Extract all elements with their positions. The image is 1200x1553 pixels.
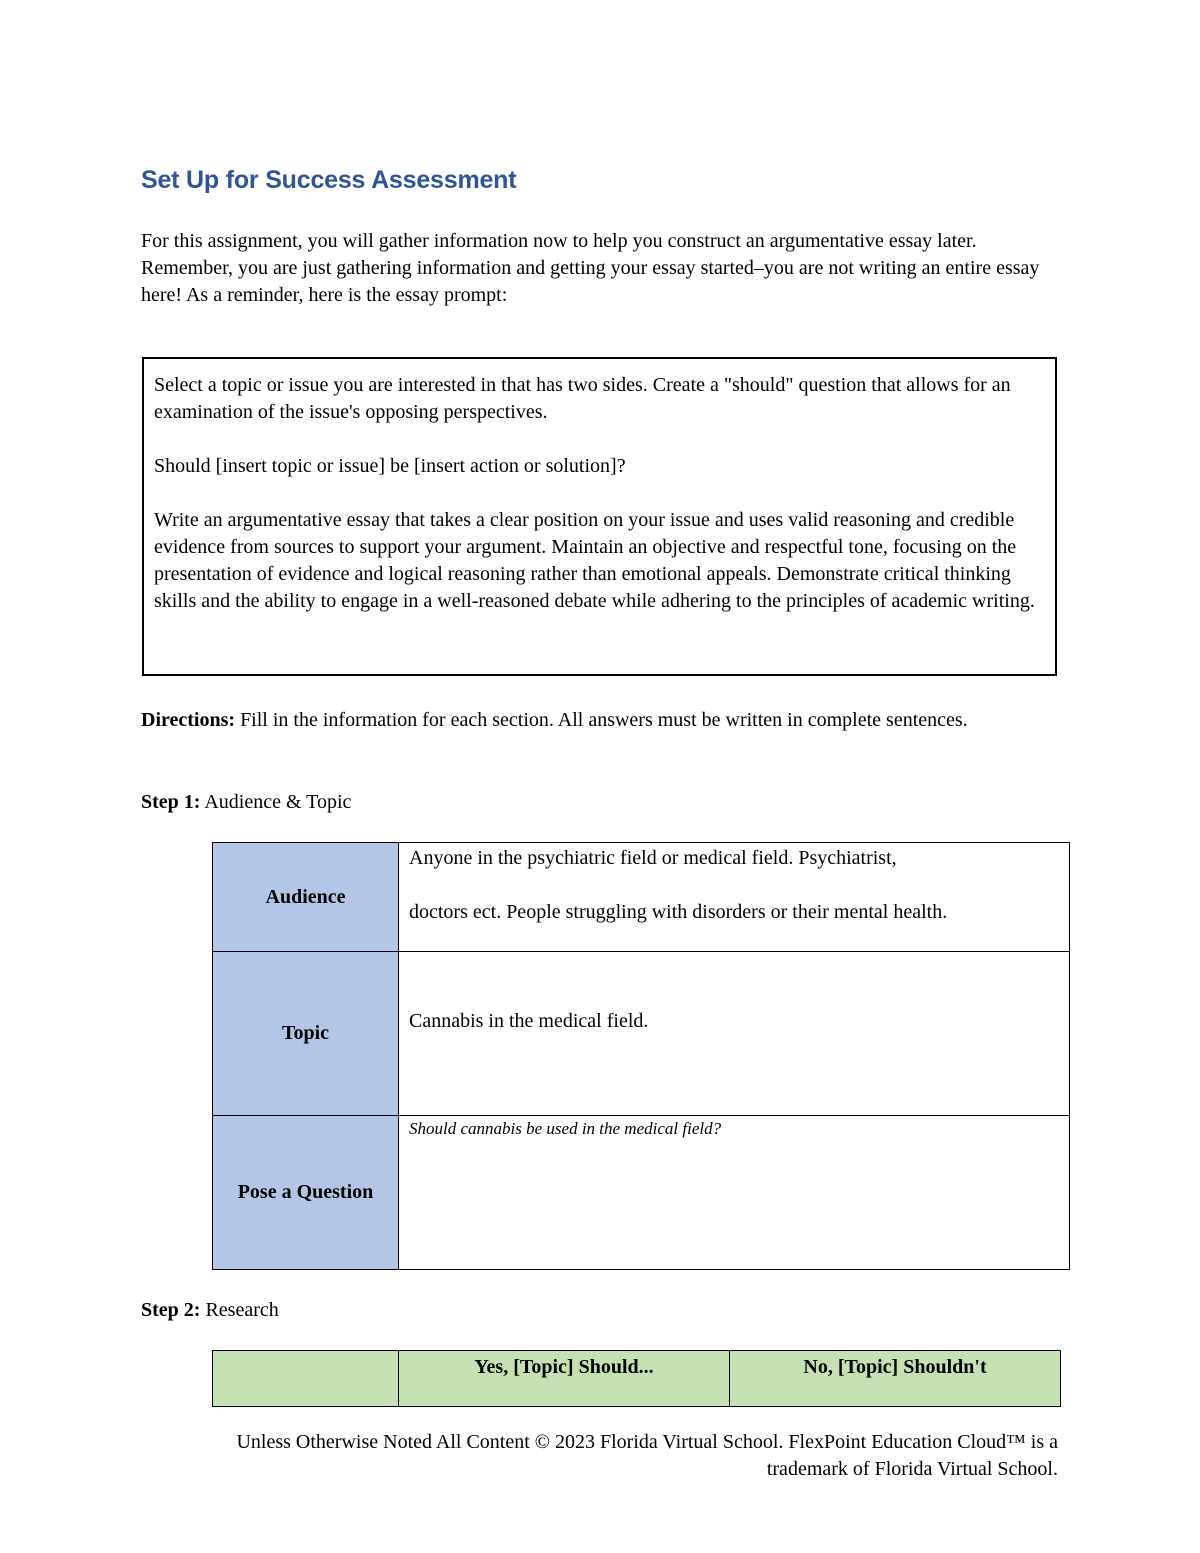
question-value-text: Should cannabis be used in the medical field? (409, 1119, 722, 1138)
directions-label: Directions: (141, 709, 236, 731)
audience-topic-table (212, 842, 1070, 1270)
research-table (212, 1350, 1061, 1407)
audience-value[interactable] (399, 843, 1070, 952)
directions (141, 707, 1071, 734)
question-value[interactable] (399, 1116, 1070, 1270)
topic-label: Topic (213, 952, 399, 1116)
step1-heading (141, 789, 351, 816)
page-title: Set Up for Success Assessment (141, 166, 517, 194)
copyright-footer: Unless Otherwise Noted All Content © 2023 Florida Virtual School. FlexPoint Education Cloud™ is a trademark of Florida Virtual School. (236, 1431, 1058, 1480)
step2-heading (141, 1297, 279, 1324)
essay-prompt-box (142, 357, 1057, 676)
table-row (213, 952, 1070, 1116)
step1-label: Step 1: (141, 791, 201, 813)
step2-label: Step 2: (141, 1299, 201, 1321)
prompt-paragraph-1: Select a topic or issue you are interested in that has two sides. Create a "should" question that allows for an examination of the issue's opposing perspectives. (154, 374, 1011, 423)
audience-value-line1: Anyone in the psychiatric field or medical field. Psychiatrist, (409, 847, 897, 869)
audience-value-line2: doctors ect. People struggling with disorders or their mental health. (409, 901, 948, 923)
research-header-no: No, [Topic] Shouldn't (730, 1351, 1061, 1407)
directions-text: Fill in the information for each section. All answers must be written in complete sentences. (235, 709, 968, 731)
intro-paragraph: For this assignment, you will gather information now to help you construct an argumentative essay later. Remember, you are just gathering information and getting your essay started–you are not writing an entire essay here! As a reminder, here is the essay prompt: (141, 230, 1040, 306)
question-label: Pose a Question (213, 1116, 399, 1270)
table-row (213, 1116, 1070, 1270)
topic-value[interactable] (399, 952, 1070, 1116)
prompt-paragraph-2: Should [insert topic or issue] be [insert action or solution]? (154, 455, 626, 477)
step1-text: Audience & Topic (200, 791, 352, 813)
prompt-paragraph-3: Write an argumentative essay that takes a clear position on your issue and uses valid reasoning and credible evidence from sources to support your argument. Maintain an objective and respectful tone, focusing on the presentation of evidence and logical reasoning rather than emotional appeals. Demonstrate critical thinking skills and the ability to engage in a well-reasoned debate while adhering to the principles of academic writing. (154, 509, 1035, 612)
audience-label: Audience (213, 843, 399, 952)
step2-text: Research (200, 1299, 279, 1321)
research-header-empty (213, 1351, 399, 1407)
table-row (213, 843, 1070, 952)
table-row (213, 1351, 1061, 1407)
topic-value-text: Cannabis in the medical field. (409, 1010, 649, 1032)
research-header-yes: Yes, [Topic] Should... (399, 1351, 730, 1407)
